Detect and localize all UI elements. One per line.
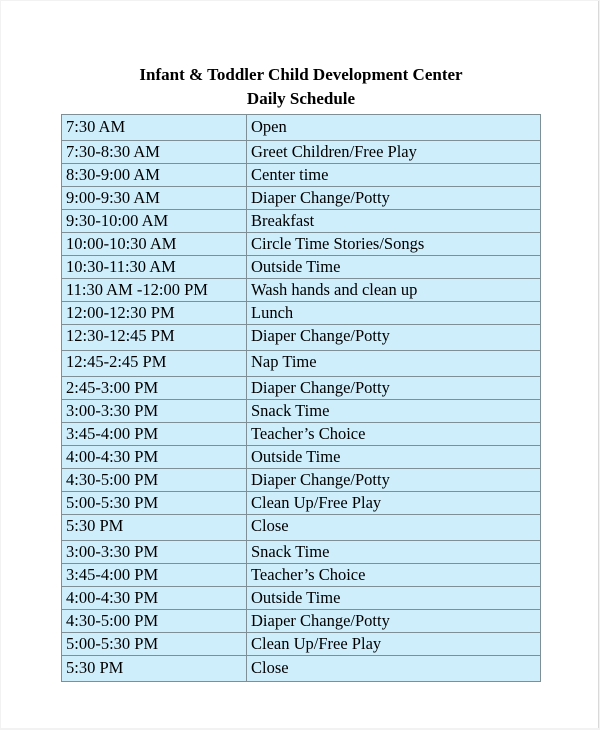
time-cell: 4:00-4:30 PM bbox=[62, 587, 247, 610]
activity-cell: Greet Children/Free Play bbox=[247, 141, 541, 164]
time-cell: 3:00-3:30 PM bbox=[62, 400, 247, 423]
time-cell: 5:00-5:30 PM bbox=[62, 492, 247, 515]
table-row bbox=[62, 423, 541, 446]
table-row bbox=[62, 233, 541, 256]
table-row bbox=[62, 656, 541, 682]
time-cell: 2:45-3:00 PM bbox=[62, 377, 247, 400]
time-cell: 9:30-10:00 AM bbox=[62, 210, 247, 233]
table-row bbox=[62, 351, 541, 377]
activity-cell: Close bbox=[247, 515, 541, 541]
table-row bbox=[62, 210, 541, 233]
table-row bbox=[62, 325, 541, 351]
schedule-heading: Daily Schedule bbox=[246, 89, 356, 108]
activity-cell: Teacher’s Choice bbox=[247, 564, 541, 587]
time-cell: 9:00-9:30 AM bbox=[62, 187, 247, 210]
time-cell: 11:30 AM -12:00 PM bbox=[62, 279, 247, 302]
time-cell: 7:30 AM bbox=[62, 115, 247, 141]
time-cell: 10:30-11:30 AM bbox=[62, 256, 247, 279]
time-cell: 4:30-5:00 PM bbox=[62, 610, 247, 633]
table-row bbox=[62, 302, 541, 325]
table-row bbox=[62, 279, 541, 302]
table-row bbox=[62, 256, 541, 279]
table-row bbox=[62, 400, 541, 423]
document-page bbox=[1, 1, 599, 728]
activity-cell: Snack Time bbox=[247, 541, 541, 564]
activity-cell: Nap Time bbox=[247, 351, 541, 377]
time-cell: 8:30-9:00 AM bbox=[62, 164, 247, 187]
time-cell: 4:00-4:30 PM bbox=[62, 446, 247, 469]
table-row bbox=[62, 115, 541, 141]
table-row bbox=[62, 164, 541, 187]
table-row bbox=[62, 377, 541, 400]
activity-cell: Snack Time bbox=[247, 400, 541, 423]
activity-cell: Center time bbox=[247, 164, 541, 187]
table-row bbox=[62, 187, 541, 210]
time-cell: 12:00-12:30 PM bbox=[62, 302, 247, 325]
activity-cell: Lunch bbox=[247, 302, 541, 325]
activity-cell: Teacher’s Choice bbox=[247, 423, 541, 446]
table-row bbox=[62, 564, 541, 587]
activity-cell: Clean Up/Free Play bbox=[247, 492, 541, 515]
activity-cell: Diaper Change/Potty bbox=[247, 325, 541, 351]
time-cell: 4:30-5:00 PM bbox=[62, 469, 247, 492]
table-row bbox=[62, 469, 541, 492]
time-cell: 12:30-12:45 PM bbox=[62, 325, 247, 351]
activity-cell: Breakfast bbox=[247, 210, 541, 233]
activity-cell: Close bbox=[247, 656, 541, 682]
table-row bbox=[62, 633, 541, 656]
activity-cell: Outside Time bbox=[247, 446, 541, 469]
table-row bbox=[62, 541, 541, 564]
table-row bbox=[62, 446, 541, 469]
activity-cell: Diaper Change/Potty bbox=[247, 377, 541, 400]
time-cell: 3:45-4:00 PM bbox=[62, 564, 247, 587]
activity-cell: Diaper Change/Potty bbox=[247, 469, 541, 492]
activity-cell: Outside Time bbox=[247, 256, 541, 279]
time-cell: 3:45-4:00 PM bbox=[62, 423, 247, 446]
table-row bbox=[62, 492, 541, 515]
table-row bbox=[62, 141, 541, 164]
table-row bbox=[62, 587, 541, 610]
activity-cell: Diaper Change/Potty bbox=[247, 610, 541, 633]
activity-cell: Circle Time Stories/Songs bbox=[247, 233, 541, 256]
time-cell: 5:30 PM bbox=[62, 515, 247, 541]
time-cell: 7:30-8:30 AM bbox=[62, 141, 247, 164]
table-row bbox=[62, 515, 541, 541]
activity-cell: Wash hands and clean up bbox=[247, 279, 541, 302]
time-cell: 10:00-10:30 AM bbox=[62, 233, 247, 256]
activity-cell: Clean Up/Free Play bbox=[247, 633, 541, 656]
table-row bbox=[62, 610, 541, 633]
time-cell: 5:00-5:30 PM bbox=[62, 633, 247, 656]
time-cell: 5:30 PM bbox=[62, 656, 247, 682]
activity-cell: Outside Time bbox=[247, 587, 541, 610]
activity-cell: Diaper Change/Potty bbox=[247, 187, 541, 210]
daily-schedule-table bbox=[61, 114, 541, 682]
time-cell: 12:45-2:45 PM bbox=[62, 351, 247, 377]
activity-cell: Open bbox=[247, 115, 541, 141]
center-name-heading: Infant & Toddler Child Development Center bbox=[139, 65, 463, 84]
time-cell: 3:00-3:30 PM bbox=[62, 541, 247, 564]
